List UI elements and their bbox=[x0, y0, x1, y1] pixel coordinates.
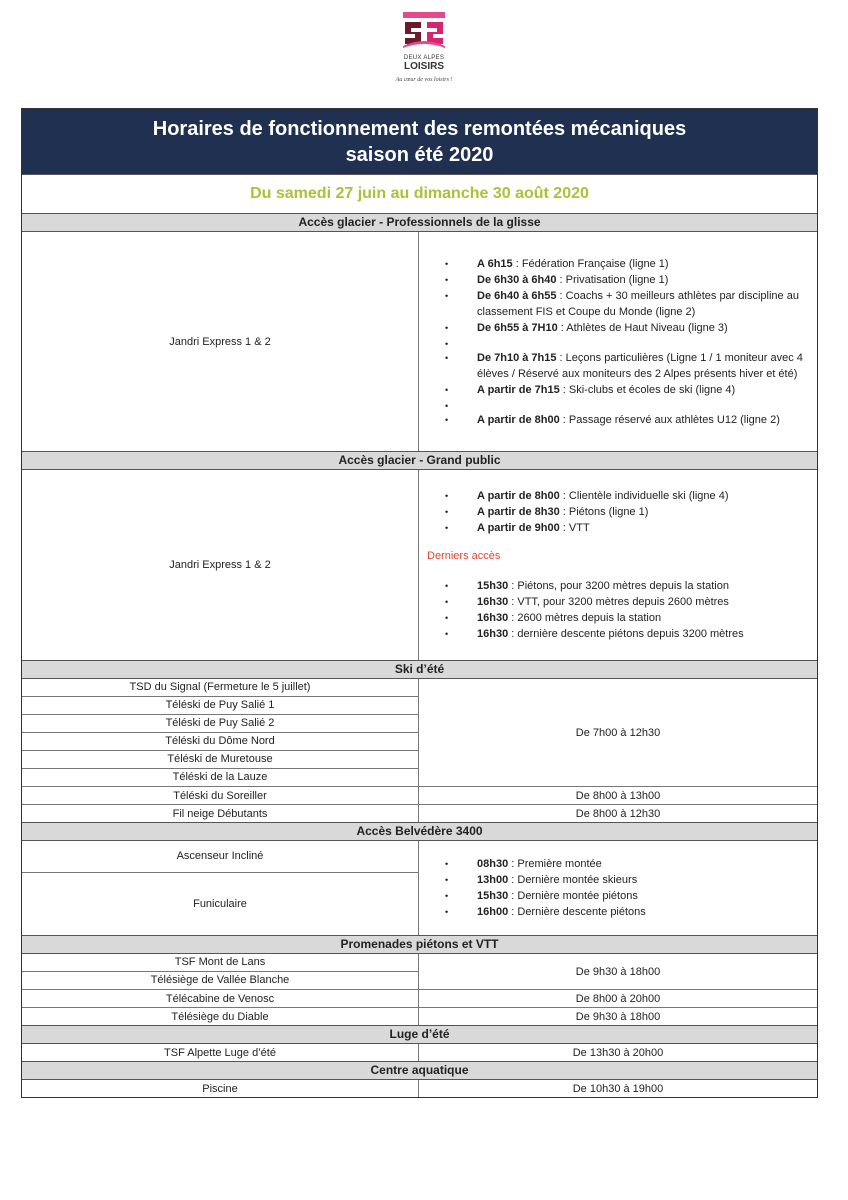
table-row: Téléski du Soreiller De 8h00 à 13h00 bbox=[22, 786, 817, 804]
list-item: • 15h30 : Dernière montée piétons bbox=[445, 888, 817, 904]
title-line1: Horaires de fonctionnement des remontées mécaniques bbox=[152, 117, 687, 140]
logo bbox=[378, 10, 470, 94]
table-row: Télésiège du Diable De 9h30 à 18h00 bbox=[22, 1007, 817, 1025]
promenades-group-hours: De 9h30 à 18h00 bbox=[575, 965, 661, 978]
page-title bbox=[22, 109, 817, 174]
table-cell: Télésiège de Vallée Blanche bbox=[22, 971, 418, 989]
list-item: • 13h00 : Dernière montée skieurs bbox=[445, 872, 817, 888]
ski-group-hours: De 7h00 à 12h30 bbox=[575, 726, 661, 739]
list-item: • 16h30 : VTT, pour 3200 mètres depuis 2600 mètres bbox=[445, 594, 843, 610]
table-row: Télécabine de Venosc De 8h00 à 20h00 bbox=[22, 989, 817, 1007]
list-item: • A partir de 9h00 : VTT bbox=[445, 520, 843, 536]
belvedere-row bbox=[22, 841, 817, 935]
list-item: • De 7h10 à 7h15 : Leçons particulières (Ligne 1 / 1 moniteur avec 4 élèves / Réservé aux moniteurs des 2 Alpes présents hiver et été) bbox=[445, 350, 817, 382]
list-item: • De 6h40 à 6h55 : Coachs + 30 meilleurs athlètes par discipline au classement FIS et Coupe du Monde (ligne 2) bbox=[445, 288, 817, 320]
public-lift: Jandri Express 1 & 2 bbox=[22, 470, 419, 660]
last-access-label: Derniers accès bbox=[427, 550, 501, 562]
list-item: • 08h30 : Première montée bbox=[445, 856, 817, 872]
ski-group-row bbox=[22, 679, 817, 786]
list-item: • De 6h55 à 7H10 : Athlètes de Haut Niveau (ligne 3) bbox=[445, 320, 817, 336]
list-item: • A partir de 8h30 : Piétons (ligne 1) bbox=[445, 504, 843, 520]
table-row: TSF Alpette Luge d’été De 13h30 à 20h00 bbox=[22, 1044, 817, 1061]
list-item: • A partir de 7h15 : Ski-clubs et écoles de ski (ligne 4) bbox=[445, 382, 817, 398]
table-row: Piscine De 10h30 à 19h00 bbox=[22, 1080, 817, 1097]
list-item: • 16h00 : Dernière descente piétons bbox=[445, 904, 817, 920]
table-cell: Téléski de Puy Salié 2 bbox=[22, 714, 418, 732]
table-cell: Téléski de Puy Salié 1 bbox=[22, 696, 418, 714]
list-item: • De 6h30 à 6h40 : Privatisation (ligne 1) bbox=[445, 272, 817, 288]
pro-row bbox=[22, 232, 817, 451]
section-header-aqua: Centre aquatique bbox=[22, 1061, 817, 1080]
table-cell: Téléski du Dôme Nord bbox=[22, 732, 418, 750]
list-item: • A partir de 8h00 : Passage réservé aux athlètes U12 (ligne 2) bbox=[445, 412, 817, 428]
logo-line2: LOISIRS bbox=[403, 61, 444, 72]
promenades-group-row bbox=[22, 954, 817, 989]
belvedere-schedule-list bbox=[419, 856, 817, 920]
title-line2: saison été 2020 bbox=[345, 143, 494, 166]
public-schedule-list bbox=[419, 488, 843, 536]
table-cell: TSF Mont de Lans bbox=[174, 956, 266, 968]
section-header-belvedere: Accès Belvédère 3400 bbox=[22, 822, 817, 841]
season-period: Du samedi 27 juin au dimanche 30 août 2020 bbox=[22, 174, 817, 213]
table-cell: Téléski de Muretouse bbox=[22, 750, 418, 768]
pro-lift: Jandri Express 1 & 2 bbox=[22, 232, 419, 451]
last-access-list bbox=[419, 578, 843, 642]
public-row bbox=[22, 470, 817, 660]
table-cell: Ascenseur Incliné bbox=[176, 850, 264, 862]
table-cell: TSD du Signal (Fermeture le 5 juillet) bbox=[129, 681, 311, 693]
table-cell: Funiculaire bbox=[22, 872, 418, 935]
logo-tagline: Au cœur de vos loisirs ! bbox=[395, 77, 453, 83]
logo-line1: DEUX ALPES bbox=[403, 55, 445, 61]
deux-alpes-logo-icon bbox=[401, 10, 447, 54]
list-item: • 16h30 : dernière descente piétons depuis 3200 mètres bbox=[445, 626, 843, 642]
schedule-table bbox=[21, 108, 818, 1098]
section-header-ski: Ski d’été bbox=[22, 660, 817, 679]
table-row: Fil neige Débutants De 8h00 à 12h30 bbox=[22, 804, 817, 822]
list-item: • 15h30 : Piétons, pour 3200 mètres depuis la station bbox=[445, 578, 843, 594]
table-cell: Téléski de la Lauze bbox=[22, 768, 418, 786]
section-header-luge: Luge d’été bbox=[22, 1025, 817, 1044]
list-item: • A 6h15 : Fédération Française (ligne 1) bbox=[445, 256, 817, 272]
list-item: • 16h30 : 2600 mètres depuis la station bbox=[445, 610, 843, 626]
section-header-promenades: Promenades piétons et VTT bbox=[22, 935, 817, 954]
section-header-public: Accès glacier - Grand public bbox=[22, 451, 817, 470]
pro-schedule-list bbox=[419, 256, 817, 428]
section-header-pro: Accès glacier - Professionnels de la glisse bbox=[22, 213, 817, 232]
list-item: • A partir de 8h00 : Clientèle individuelle ski (ligne 4) bbox=[445, 488, 843, 504]
